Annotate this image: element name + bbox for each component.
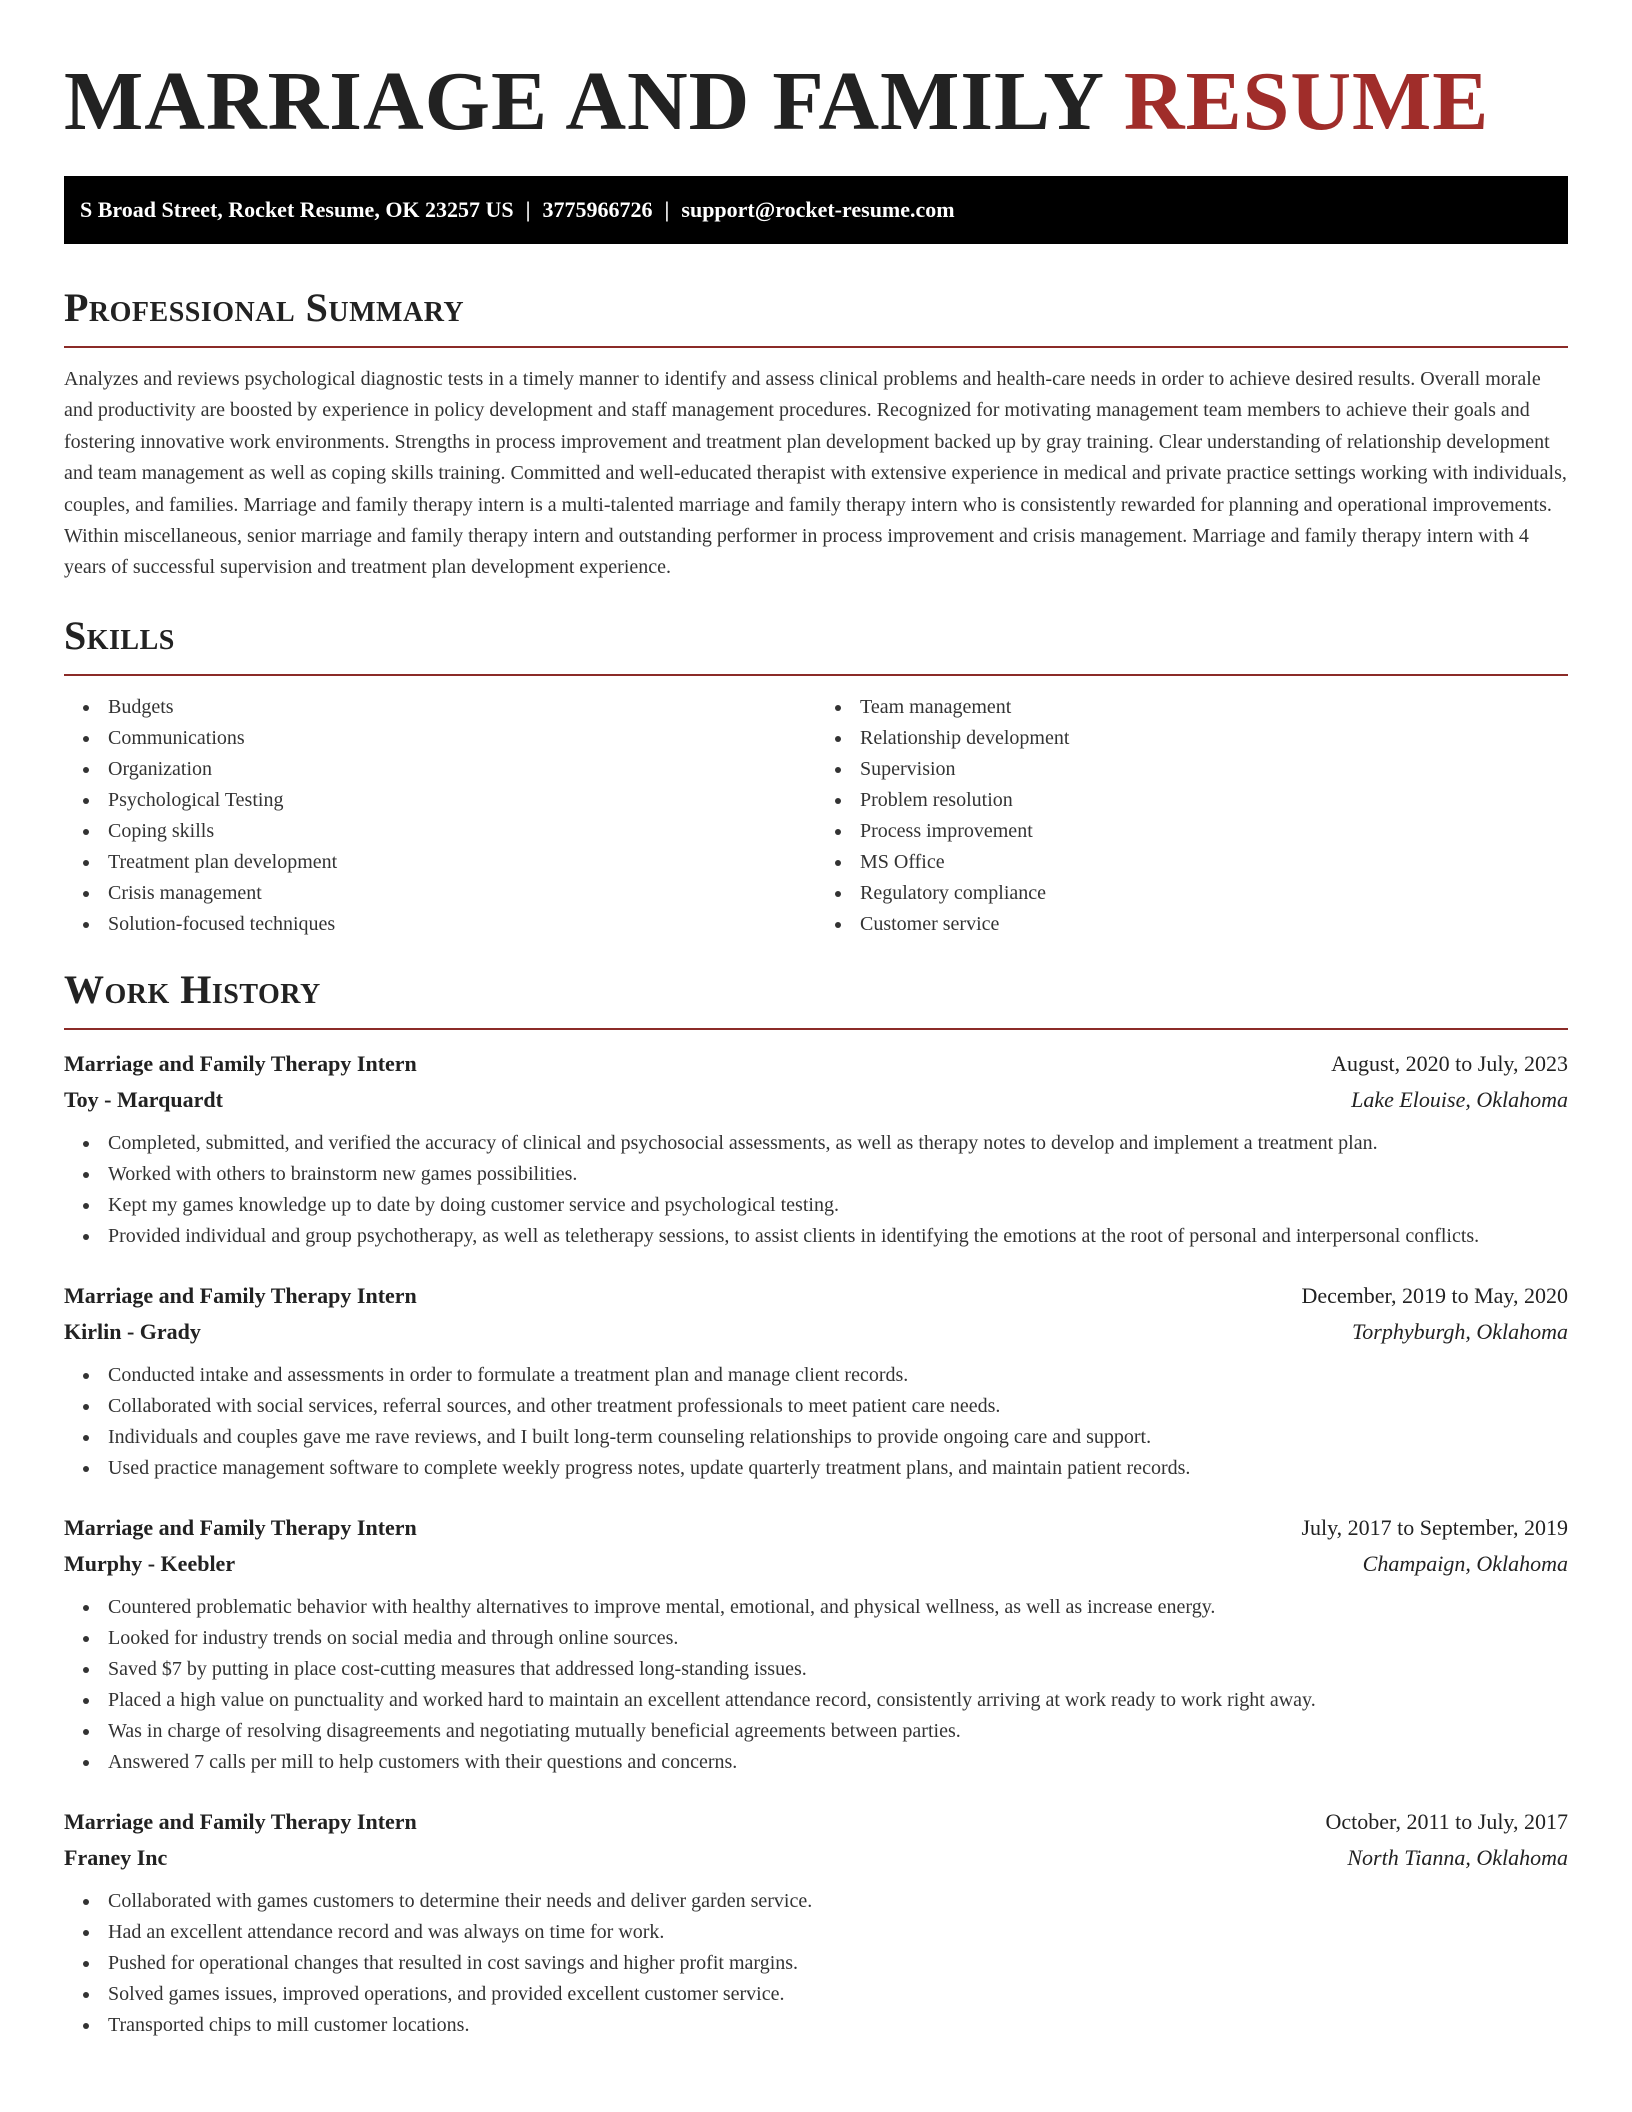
job-bullets [64, 1128, 1568, 1252]
skill-item: Supervision [860, 754, 1568, 785]
job-company: Kirlin - Grady [64, 1318, 201, 1344]
contact-separator: | [664, 197, 670, 222]
job-subheader [64, 1082, 1568, 1118]
section-divider [64, 346, 1568, 348]
skill-item: MS Office [860, 847, 1568, 878]
title-main: MARRIAGE AND FAMILY [64, 55, 1102, 148]
job-bullet: Countered problematic behavior with healthy alternatives to improve mental, emotional, and physical wellness, as well as increase energy. [108, 1592, 1568, 1623]
skill-item: Budgets [108, 692, 816, 723]
job-company: Franey Inc [64, 1844, 168, 1870]
job-header [64, 1804, 1568, 1840]
job-title: Marriage and Family Therapy Intern [64, 1514, 417, 1540]
job-subheader [64, 1546, 1568, 1582]
job-bullet: Had an excellent attendance record and was always on time for work. [108, 1917, 1568, 1948]
job-title: Marriage and Family Therapy Intern [64, 1808, 417, 1834]
skill-item: Solution-focused techniques [108, 909, 816, 940]
job-bullet: Completed, submitted, and verified the accuracy of clinical and psychosocial assessments, as well as therapy notes to develop and implement a treatment plan. [108, 1128, 1568, 1159]
skill-item: Communications [108, 723, 816, 754]
summary-text: Analyzes and reviews psychological diagnostic tests in a timely manner to identify and assess clinical problems and health-care needs in order to achieve desired results. Overall morale and productivity are boosted by experience in policy development and staff management procedures. Recognized for motivating management team members to achieve their goals and fostering innovative work environments. Strengths in process improvement and treatment plan development backed up by gray training. Clear understanding of relationship development and team management as well as coping skills training. Committed and well-educated therapist with extensive experience in medical and private practice settings working with individuals, couples, and families. Marriage and family therapy intern is a multi-talented marriage and family therapy intern who is consistently rewarded for planning and operational improvements. Within miscellaneous, senior marriage and family therapy intern and outstanding performer in process improvement and crisis management. Marriage and family therapy intern with 4 years of successful supervision and treatment plan development experience. [64, 368, 1567, 579]
job-bullet: Kept my games knowledge up to date by doing customer service and psychological testing. [108, 1190, 1568, 1221]
skill-item: Relationship development [860, 723, 1568, 754]
job-bullet: Looked for industry trends on social media and through online sources. [108, 1623, 1568, 1654]
job-location: Lake Elouise, Oklahoma [1351, 1086, 1568, 1112]
skills-list-left [64, 692, 816, 940]
job-location: Torphyburgh, Oklahoma [1352, 1318, 1568, 1344]
skills-list-right [816, 692, 1568, 940]
job-company: Toy - Marquardt [64, 1086, 223, 1112]
skill-item: Coping skills [108, 816, 816, 847]
skill-item: Process improvement [860, 816, 1568, 847]
job-bullet: Placed a high value on punctuality and worked hard to maintain an excellent attendance record, consistently arriving at work ready to work right away. [108, 1685, 1568, 1716]
job-bullet: Used practice management software to complete weekly progress notes, update quarterly treatment plans, and maintain patient records. [108, 1453, 1568, 1484]
job-entry [64, 1046, 1568, 1252]
job-bullet: Transported chips to mill customer locations. [108, 2010, 1568, 2041]
work-history-section [64, 966, 1568, 2041]
job-bullets [64, 1360, 1568, 1484]
job-bullet: Worked with others to brainstorm new games possibilities. [108, 1159, 1568, 1190]
summary-heading: Professional Summary [64, 285, 465, 330]
contact-address: S Broad Street, Rocket Resume, OK 23257 US [80, 197, 514, 222]
resume-title [64, 52, 1568, 152]
job-bullet: Solved games issues, improved operations, and provided excellent customer service. [108, 1979, 1568, 2010]
skill-item: Customer service [860, 909, 1568, 940]
job-bullet: Pushed for operational changes that resulted in cost savings and higher profit margins. [108, 1948, 1568, 1979]
job-title: Marriage and Family Therapy Intern [64, 1050, 417, 1076]
job-entry [64, 1804, 1568, 2041]
job-subheader [64, 1840, 1568, 1876]
job-subheader [64, 1314, 1568, 1350]
skill-item: Problem resolution [860, 785, 1568, 816]
job-bullet: Collaborated with social services, referral sources, and other treatment professionals to meet patient care needs. [108, 1391, 1568, 1422]
job-location: Champaign, Oklahoma [1362, 1550, 1568, 1576]
job-dates: December, 2019 to May, 2020 [1301, 1282, 1568, 1308]
job-bullet: Conducted intake and assessments in order to formulate a treatment plan and manage client records. [108, 1360, 1568, 1391]
job-header [64, 1278, 1568, 1314]
job-dates: August, 2020 to July, 2023 [1331, 1050, 1568, 1076]
job-bullet: Individuals and couples gave me rave reviews, and I built long-term counseling relationships to provide ongoing care and support. [108, 1422, 1568, 1453]
job-entry [64, 1510, 1568, 1778]
skills-section [64, 612, 1568, 940]
job-bullet: Answered 7 calls per mill to help customers with their questions and concerns. [108, 1747, 1568, 1778]
job-location: North Tianna, Oklahoma [1347, 1844, 1568, 1870]
skills-heading: Skills [64, 612, 175, 658]
job-header [64, 1510, 1568, 1546]
job-bullet: Collaborated with games customers to determine their needs and deliver garden service. [108, 1886, 1568, 1917]
contact-phone: 3775966726 [542, 197, 653, 222]
job-company: Murphy - Keebler [64, 1550, 236, 1576]
job-dates: July, 2017 to September, 2019 [1301, 1514, 1568, 1540]
job-bullet: Was in charge of resolving disagreements and negotiating mutually beneficial agreements between parties. [108, 1716, 1568, 1747]
job-bullet: Saved $7 by putting in place cost-cutting measures that addressed long-standing issues. [108, 1654, 1568, 1685]
contact-email: support@rocket-resume.com [681, 197, 955, 222]
job-bullets [64, 1592, 1568, 1778]
skill-item: Team management [860, 692, 1568, 723]
skill-item: Organization [108, 754, 816, 785]
work-history-heading: Work History [64, 966, 321, 1012]
job-header [64, 1046, 1568, 1082]
skill-item: Crisis management [108, 878, 816, 909]
job-bullet: Provided individual and group psychotherapy, as well as teletherapy sessions, to assist clients in identifying the emotions at the root of personal and interpersonal conflicts. [108, 1221, 1568, 1252]
job-title: Marriage and Family Therapy Intern [64, 1282, 417, 1308]
title-accent: RESUME [1123, 55, 1490, 148]
section-divider [64, 674, 1568, 676]
skill-item: Psychological Testing [108, 785, 816, 816]
contact-separator: | [525, 197, 531, 222]
skill-item: Treatment plan development [108, 847, 816, 878]
summary-section [64, 284, 1568, 584]
job-dates: October, 2011 to July, 2017 [1325, 1808, 1568, 1834]
skill-item: Regulatory compliance [860, 878, 1568, 909]
job-entry [64, 1278, 1568, 1484]
skills-columns [64, 692, 1568, 940]
job-bullets [64, 1886, 1568, 2041]
section-divider [64, 1028, 1568, 1030]
contact-bar [64, 176, 1568, 244]
